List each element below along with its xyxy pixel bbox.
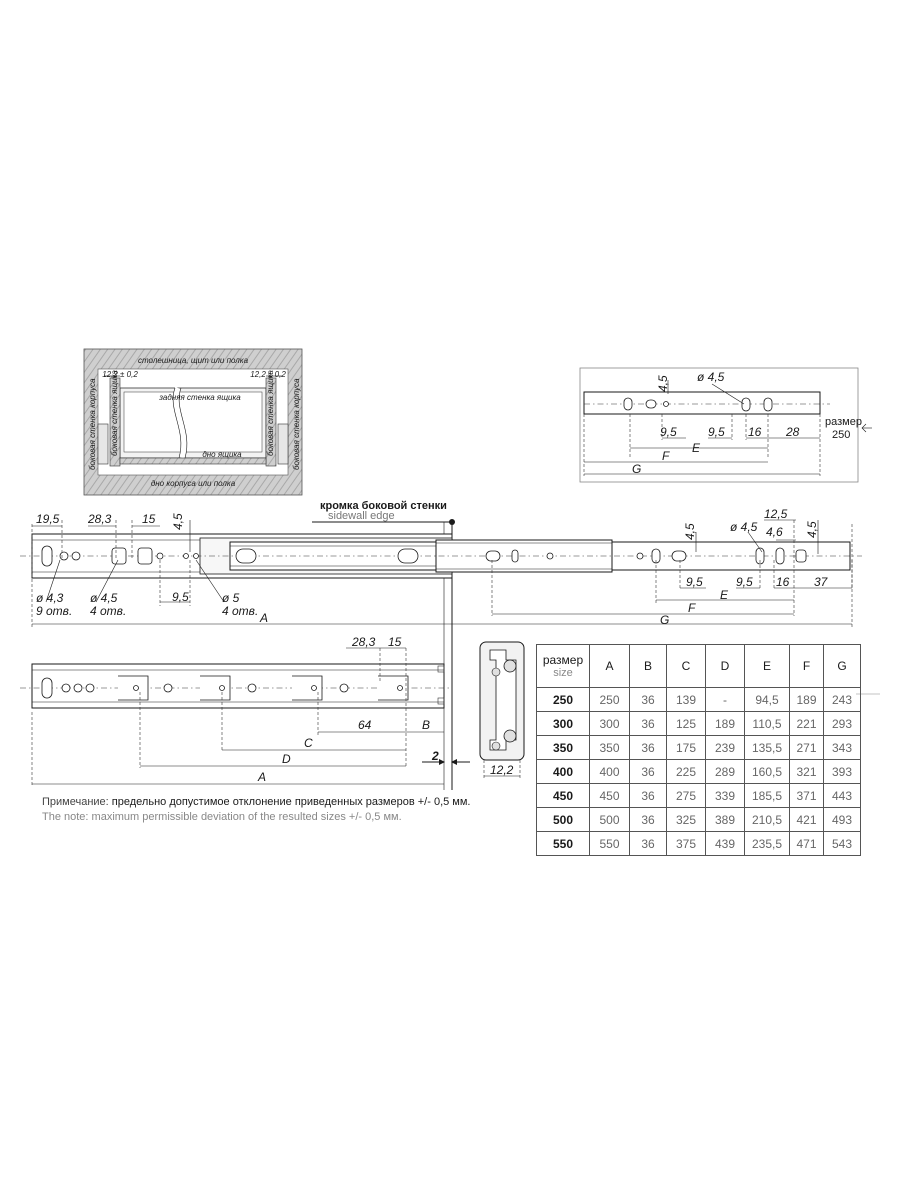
dim-28-3-bottom: 28,3 [352, 635, 376, 649]
note-ru-prefix: Примечание: [42, 796, 109, 808]
table-row [537, 688, 861, 712]
table-cell: 189 [706, 712, 745, 736]
table-cell: 471 [790, 832, 824, 856]
dim-9-5-right-a: 9,5 [686, 575, 703, 589]
table-head-col: F [790, 645, 824, 688]
inset-size-label: размер [825, 416, 862, 428]
table-head-col: A [590, 645, 630, 688]
table-cell: 135,5 [745, 736, 790, 760]
table-cell: 250 [590, 688, 630, 712]
table-cell-size: 450 [537, 784, 590, 808]
table-cell: 243 [824, 688, 861, 712]
dim-16-right: 16 [776, 575, 790, 589]
dim-15-top: 15 [142, 512, 156, 526]
notes [42, 796, 470, 826]
table-cell: 350 [590, 736, 630, 760]
inset-hole-diameter: ø 4,5 [697, 370, 725, 384]
table-cell: 36 [630, 832, 667, 856]
dim-4-5-left: 4,5 [171, 513, 185, 530]
table-row [537, 736, 861, 760]
table-head-col: D [706, 645, 745, 688]
table-cell: 393 [824, 760, 861, 784]
inset-dim-4-5: 4,5 [656, 375, 670, 392]
table-head-size-en: size [553, 667, 573, 679]
table-cell-size: 350 [537, 736, 590, 760]
inset-dim-9-5-a: 9,5 [660, 425, 677, 439]
table-head-col: C [667, 645, 706, 688]
dim-12-5: 12,5 [764, 507, 788, 521]
note-en: The note: maximum permissible deviation of the resulted sizes +/- 0,5 мм. [42, 811, 402, 823]
dim-15-bottom: 15 [388, 635, 402, 649]
dim-4-6: 4,6 [766, 525, 783, 539]
table-row [537, 712, 861, 736]
inset-dim-16: 16 [748, 425, 762, 439]
table-cell: 289 [706, 760, 745, 784]
dim-C: C [304, 736, 313, 750]
dim-9-5-right-b: 9,5 [736, 575, 753, 589]
table-cell: 221 [790, 712, 824, 736]
table-cell: 110,5 [745, 712, 790, 736]
table-cell-size: 250 [537, 688, 590, 712]
table-head-col: B [630, 645, 667, 688]
table-cell: 421 [790, 808, 824, 832]
table-cell: 36 [630, 760, 667, 784]
table-cell: 293 [824, 712, 861, 736]
note-ru [42, 796, 470, 811]
table-cell: 225 [667, 760, 706, 784]
table-cell-size: 400 [537, 760, 590, 784]
dim-64: 64 [358, 718, 372, 732]
inset-dim-G: G [632, 462, 642, 476]
label-gap-right: 12,2 ± 0,2 [250, 370, 286, 379]
rail-profile-section [480, 642, 524, 780]
table-head-size-ru: размер [542, 653, 584, 667]
table-cell: 493 [824, 808, 861, 832]
table-cell-size: 500 [537, 808, 590, 832]
label-drawer-bottom: дно ящика [202, 450, 242, 459]
table-head-col: G [824, 645, 861, 688]
note-ru-text: предельно допустимое отклонение приведенных размеров +/- 0,5 мм. [111, 796, 471, 808]
table-cell: 450 [590, 784, 630, 808]
inset-size-value: 250 [832, 429, 851, 441]
dim-19-5: 19,5 [36, 512, 60, 526]
table-cell-size: 550 [537, 832, 590, 856]
table-cell: 139 [667, 688, 706, 712]
main-rail-drawing [20, 520, 862, 628]
dim-4-5-right: 4,5 [683, 523, 697, 540]
table-cell: - [706, 688, 745, 712]
table-cell: 125 [667, 712, 706, 736]
dim-D: D [282, 752, 291, 766]
label-drawer-back: задняя стенка ящика [159, 393, 241, 402]
sidewall-edge-en: sidewall edge [328, 510, 395, 522]
table-cell: 271 [790, 736, 824, 760]
table-cell: 321 [790, 760, 824, 784]
table-row [537, 784, 861, 808]
table-cell: 94,5 [745, 688, 790, 712]
table-header-row [537, 645, 861, 688]
table-cell: 210,5 [745, 808, 790, 832]
table-cell: 500 [590, 808, 630, 832]
table-head-size [537, 645, 590, 688]
table-cell: 339 [706, 784, 745, 808]
hole-4-3: ø 4,3 [36, 591, 64, 605]
table-cell-size: 300 [537, 712, 590, 736]
holes-4-a: 4 отв. [90, 604, 127, 618]
dim-A-bottom: A [258, 770, 267, 784]
label-gap-left: 12,2 ± 0,2 [102, 370, 138, 379]
hole-5: ø 5 [222, 591, 240, 605]
table-cell: 325 [667, 808, 706, 832]
table-cell: 36 [630, 712, 667, 736]
table-cell: 400 [590, 760, 630, 784]
inset-dim-28: 28 [786, 425, 800, 439]
table-cell: 375 [667, 832, 706, 856]
sidewall-edge-ru: кромка боковой стенки [320, 500, 447, 512]
dim-B: B [422, 718, 431, 732]
dim-9-5-left: 9,5 [172, 590, 189, 604]
table-cell: 239 [706, 736, 745, 760]
inset-dim-F: F [662, 449, 670, 463]
dim-F-main: F [688, 601, 696, 615]
table-cell: 543 [824, 832, 861, 856]
label-drawer-side-right: боковая стенка ящика [266, 370, 275, 456]
table-cell: 550 [590, 832, 630, 856]
profile-width: 12,2 [490, 763, 514, 777]
table-cell: 443 [824, 784, 861, 808]
label-cabinet-bottom: дно корпуса или полка [150, 479, 236, 488]
table-cell: 36 [630, 808, 667, 832]
inset-dim-E: E [692, 441, 701, 455]
table-head-col: E [745, 645, 790, 688]
dim-28-3-top: 28,3 [88, 512, 112, 526]
dim-4-5-right-b: 4,5 [805, 521, 819, 538]
holes-9: 9 отв. [36, 604, 73, 618]
label-countertop: столешница, щит или полка [137, 356, 249, 365]
table-cell: 235,5 [745, 832, 790, 856]
dim-37: 37 [814, 575, 828, 589]
table-cell: 160,5 [745, 760, 790, 784]
dim-E-main: E [720, 588, 729, 602]
label-cabinet-side-right: боковая стенка корпуса [292, 378, 301, 470]
inset-dim-9-5-b: 9,5 [708, 425, 725, 439]
table-cell: 36 [630, 784, 667, 808]
bottom-rail-drawing [20, 648, 470, 786]
label-cabinet-side-left: боковая стенка корпуса [88, 378, 97, 470]
label-drawer-side-left: боковая стенка ящика [110, 370, 119, 456]
table-row [537, 760, 861, 784]
table-cell: 36 [630, 688, 667, 712]
table-row [537, 832, 861, 856]
hole-4-5-a: ø 4,5 [90, 591, 118, 605]
sizes-table [536, 644, 861, 856]
table-cell: 185,5 [745, 784, 790, 808]
table-cell: 36 [630, 736, 667, 760]
dim-G-main: G [660, 613, 670, 627]
table-cell: 275 [667, 784, 706, 808]
table-cell: 343 [824, 736, 861, 760]
hole-4-5-right: ø 4,5 [730, 520, 758, 534]
table-cell: 300 [590, 712, 630, 736]
table-row [537, 808, 861, 832]
table-cell: 175 [667, 736, 706, 760]
table-cell: 389 [706, 808, 745, 832]
table-cell: 189 [790, 688, 824, 712]
dim-2: 2 [432, 749, 439, 763]
table-cell: 439 [706, 832, 745, 856]
dim-A-top: A [260, 611, 269, 625]
holes-4-b: 4 отв. [222, 604, 259, 618]
table-cell: 371 [790, 784, 824, 808]
